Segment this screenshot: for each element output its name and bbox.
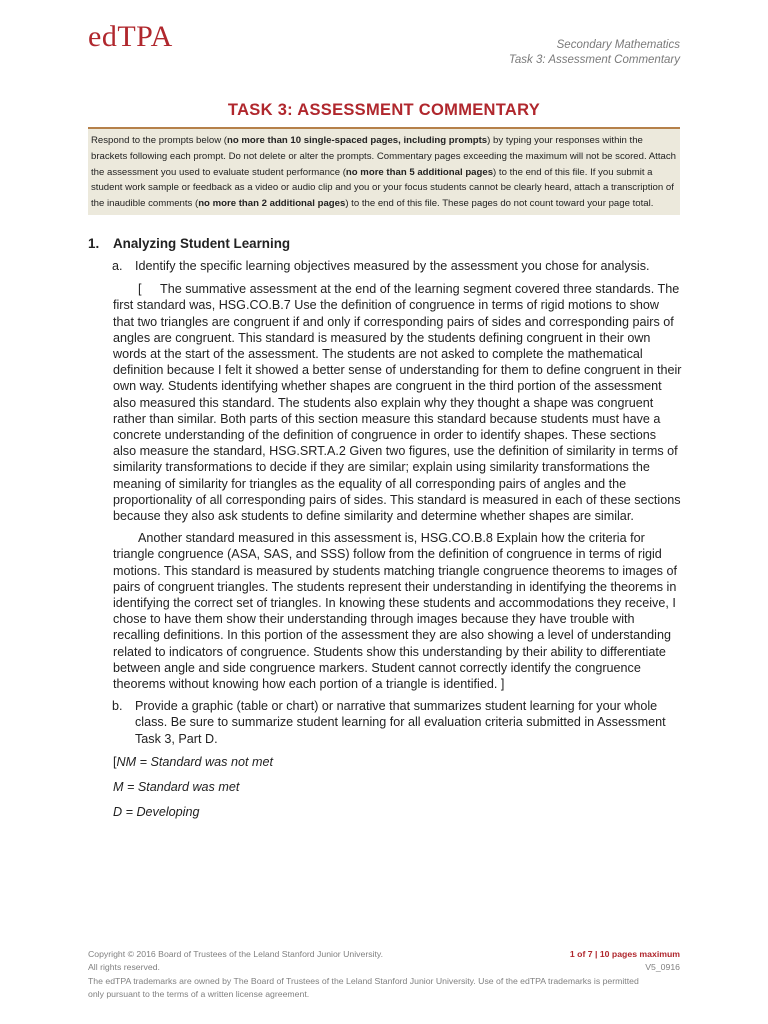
legend-not-met[interactable] — [88, 754, 682, 770]
instructions-text: Respond to the prompts below ( — [91, 135, 227, 146]
legend-not-met-text: NM = Standard was not met — [116, 754, 273, 769]
task-line: Task 3: Assessment Commentary — [508, 54, 680, 66]
prompt-b — [88, 698, 682, 747]
section-title: Analyzing Student Learning — [113, 236, 291, 251]
response-a-text-1: The summative assessment at the end of the learning segment covered three standards. The first standard was, HSG.CO.B.7 Use the definition of congruence in terms of rigid motions to show that two triangles are congruent if and only if corresponding pairs of sides and corresponding pairs of angles are congruent. This standard is measured by the students defining congruent in their own words at the start of the assessment. The students are not asked to complete the mathematical definition because I felt it showed a better sense of understanding for them to define congruent in their own way. Students identifying whether shapes are congruent in the third portion of the assessment also measured this standard. The students also explain why they thought a shape was congruent rather than similar. Both parts of this section measure this standard because students must have a concrete understanding of the definition of congruence in order to identify shapes. These sections also measure the standard, HSG.SRT.A.2 Given two figures, use the definition of similarity in terms of similarity transformations to decide if they are similar; explain using similarity transformations the meaning of similarity for triangles as the equality of all corresponding pairs of angles and the proportionality of all corresponding pairs of sides. This standard is measured in each of these sections because they also ask students to define similarity and determine whether shapes are similar. — [113, 282, 682, 524]
instructions-bold: no more than 2 additional pages — [198, 198, 346, 210]
open-bracket: [ — [138, 282, 142, 297]
prompt-a-label: a. — [112, 259, 123, 273]
response-a-paragraph-2[interactable] — [88, 530, 682, 692]
copyright-line: Copyright © 2016 Board of Trustees of the Leland Stanford Junior University. — [88, 949, 384, 959]
instructions-text: ) by typing your responses within the brackets following each prompt. Do not delete or alter the prompts. Commentary pages exceeding the maximum will not be scored. Attach the assessment you used to evaluate student performance ( — [91, 135, 676, 178]
instructions-text: ) to the end of this file. If you submit a student work sample or feedback as a video or audio clip and you or your focus students cannot be clearly heard, attach a transcription of the inaudible comments ( — [91, 166, 674, 210]
section-number: 1. — [88, 236, 100, 251]
prompt-b-label: b. — [112, 699, 123, 714]
instructions-text: ) to the end of this file. These pages do not count toward your page total. — [345, 198, 654, 210]
page-count: 1 of 7 | 10 pages maximum — [569, 949, 680, 959]
legend-developing[interactable]: D = Developing — [113, 805, 200, 820]
prompt-b-text: Provide a graphic (table or chart) or narrative that summarizes student learning for your whole class. Be sure to summarize student learning for all evaluation criteria submitted in Assessment Task 3, Part D. — [135, 699, 666, 746]
document-subject — [509, 38, 680, 68]
prompt-a — [88, 258, 682, 274]
response-a-text-2: Another standard measured in this assessment is, HSG.CO.B.8 Explain how the criteria for triangle congruence (ASA, SAS, and SSS) follow from the definition of congruence in terms of rigid motions. This standard is measured by students matching triangle congruence theorems to images of pairs of congruent triangles. The students represent their understanding in identifying the theorems in identifying the correct set of triangles. In knowing these students and accommodations they receive, I chose to have them show their understanding through images because they have trouble with recalling definitions. In this portion of the assessment they are also showing a level of understanding related to indicators of congruence. Students show this understanding by their ability to differentiate between angle and side congruence markers. Student cannot correctly identify the congruence theorems without knowing how each portion of a triangle is identified. ] — [113, 531, 677, 692]
section-heading — [88, 236, 682, 251]
instructions-bold: no more than 10 single-spaced pages, including prompts — [227, 135, 488, 146]
legend-met[interactable]: M = Standard was met — [113, 780, 240, 795]
instructions-bold: no more than 5 additional pages — [345, 166, 494, 178]
trademark-line: The edTPA trademarks are owned by The Board of Trustees of the Leland Stanford Junior University. Use of the edTPA trademarks is permitted only pursuant to the terms of a written license agreement. — [88, 975, 639, 999]
page-title: TASK 3: ASSESSMENT COMMENTARY — [227, 101, 541, 119]
footer-page-info — [570, 948, 680, 975]
version: V5_0916 — [645, 962, 680, 973]
prompt-a-text: Identify the specific learning objectives measured by the assessment you chose for analysis. — [135, 259, 650, 273]
subject-line: Secondary Mathematics — [556, 39, 680, 51]
open-bracket: [ — [113, 754, 117, 769]
instructions-box — [88, 127, 680, 215]
footer-copyright — [88, 948, 648, 1001]
response-a-paragraph-1[interactable] — [88, 281, 682, 524]
rights-line: All rights reserved. — [88, 962, 160, 973]
commentary-content — [88, 236, 682, 830]
edtpa-logo: edTPA — [88, 20, 173, 53]
